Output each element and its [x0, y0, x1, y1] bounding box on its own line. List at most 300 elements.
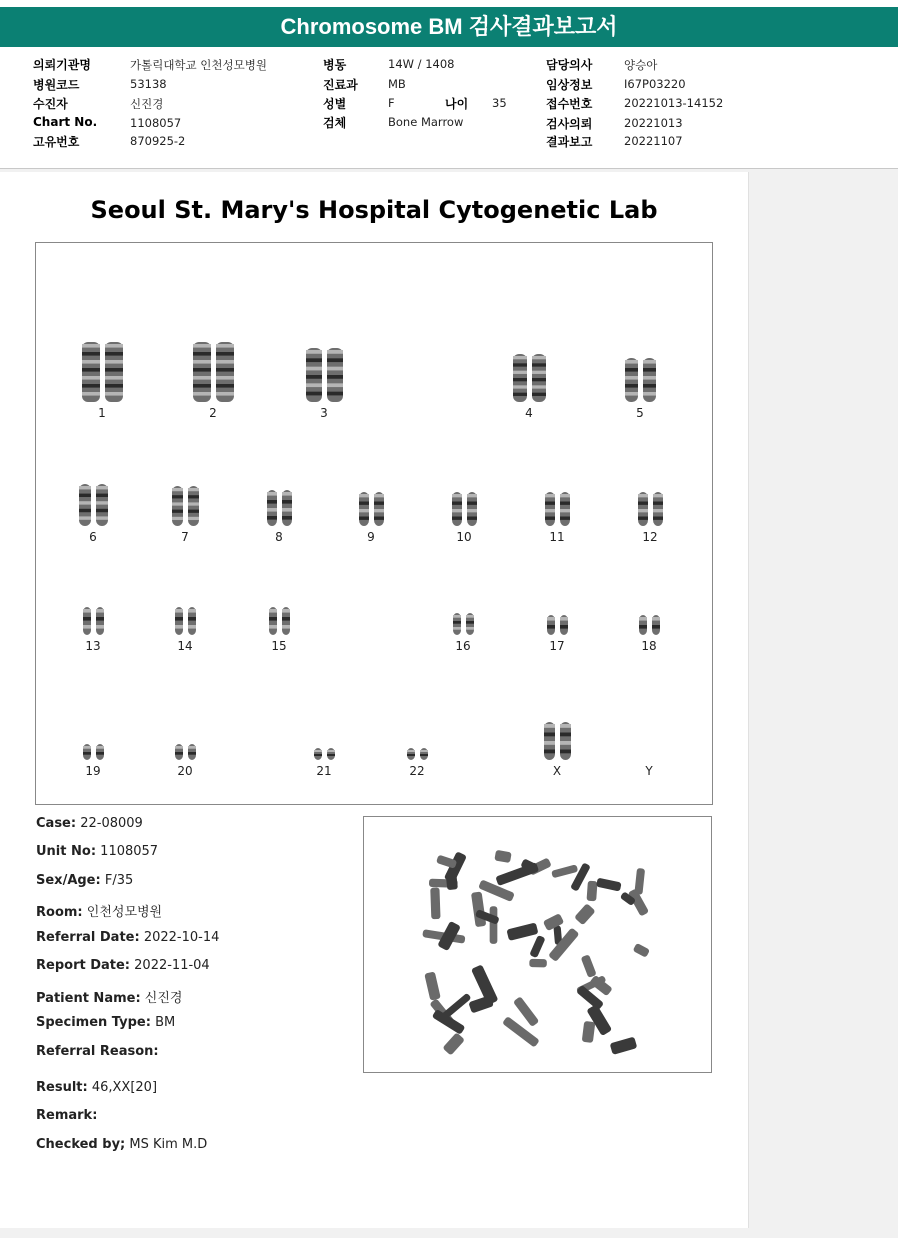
- chromatid-band: [653, 494, 663, 497]
- chromatid-graphic: [543, 721, 556, 761]
- chromatid-band: [560, 625, 568, 629]
- chromatid-band: [188, 510, 199, 513]
- chromosome-label: 18: [641, 639, 657, 653]
- chromosome-pair: [527, 721, 587, 761]
- metaphase-chromosome: [424, 971, 441, 1000]
- chromatid-band: [79, 509, 91, 512]
- chromatid-band: [282, 508, 292, 512]
- report-date-row: [36, 958, 210, 973]
- chromatid-band: [105, 344, 123, 348]
- chromatid-band: [282, 625, 290, 629]
- chromatid-graphic: [174, 606, 184, 636]
- room-row: [36, 901, 162, 920]
- chromatid-band: [560, 741, 571, 745]
- chromatid-band: [175, 609, 183, 613]
- metaphase-chromosome: [596, 878, 622, 892]
- info-label-patient: 수진자: [33, 97, 68, 111]
- chromatid-band: [467, 502, 477, 505]
- metaphase-chromosome: [548, 927, 579, 962]
- chromatid-band: [96, 625, 104, 629]
- chromatid-band: [467, 494, 477, 497]
- chromatid-graphic: [82, 606, 92, 636]
- chromatid-band: [453, 621, 461, 624]
- info-value-hospital-code: 53138: [130, 77, 167, 91]
- chromatid-graphic: [652, 491, 664, 527]
- chromatid-band: [82, 352, 100, 356]
- chromosome-label: 10: [456, 530, 472, 544]
- chromatid-band: [193, 376, 211, 380]
- chromatid-band: [306, 383, 322, 387]
- chromatid-band: [359, 509, 369, 512]
- checked-by-value: MS Kim M.D: [129, 1137, 208, 1152]
- chromosome-22: [387, 747, 447, 778]
- patient-name-label: Patient Name:: [36, 991, 141, 1006]
- chromatid-band: [172, 517, 183, 520]
- chromatid-graphic: [466, 491, 478, 527]
- chromatid-band: [625, 392, 638, 396]
- chromosome-label: 21: [316, 764, 332, 778]
- chromatid-band: [306, 350, 322, 354]
- chromatid-band: [306, 375, 322, 379]
- chromatid-band: [327, 367, 343, 371]
- chromatid-band: [216, 384, 234, 388]
- referral-date-label: Referral Date:: [36, 930, 140, 945]
- metaphase-chromosome: [574, 903, 596, 925]
- chromosome-label: 19: [85, 764, 101, 778]
- chromosome-5: [610, 357, 670, 420]
- chromatid-band: [96, 617, 104, 621]
- patient-name-value: 신진경: [144, 991, 183, 1006]
- chromatid-band: [547, 617, 555, 621]
- chromatid-graphic: [512, 353, 528, 403]
- chromosome-label: 11: [549, 530, 565, 544]
- chromosome-label: 15: [271, 639, 287, 653]
- chromatid-band: [327, 375, 343, 379]
- unit-label: Unit No:: [36, 844, 97, 859]
- chromosome-pair: [434, 491, 494, 527]
- info-value-receipt-no: 20221013-14152: [624, 96, 724, 110]
- chromatid-band: [306, 358, 322, 362]
- info-value-age: 35: [492, 96, 507, 110]
- report-title: Chromosome BM 검사결과보고서: [0, 7, 898, 47]
- info-value-sex: F: [388, 96, 395, 110]
- specimen-type-row: [36, 1015, 175, 1030]
- sex-age-value: F/35: [104, 873, 134, 888]
- chromatid-graphic: [266, 489, 278, 527]
- info-value-request-date: 20221013: [624, 116, 683, 130]
- info-value-clinical-info: I67P03220: [624, 77, 686, 91]
- chromatid-band: [267, 516, 277, 520]
- lab-title: Seoul St. Mary's Hospital Cytogenetic Lab: [90, 196, 658, 224]
- chromatid-band: [105, 360, 123, 364]
- chromatid-band: [643, 360, 656, 364]
- chromatid-band: [643, 392, 656, 396]
- chromatid-band: [82, 368, 100, 372]
- metaphase-chromosome: [494, 850, 511, 863]
- chromatid-band: [172, 488, 183, 491]
- chromosome-pair: [433, 612, 493, 636]
- chromatid-band: [467, 517, 477, 520]
- metaphase-chromosome: [543, 913, 565, 931]
- chromatid-band: [545, 509, 555, 512]
- chromatid-band: [374, 502, 384, 505]
- chromatid-band: [83, 609, 91, 613]
- chromatid-band: [83, 625, 91, 629]
- metaphase-chromosome: [529, 935, 545, 958]
- chromatid-band: [314, 750, 322, 752]
- chromatid-band: [193, 384, 211, 388]
- chromosome-pair: [72, 341, 132, 403]
- chromatid-band: [639, 625, 647, 629]
- info-label-sex: 성별: [323, 97, 347, 111]
- patient-name-row: [36, 987, 182, 1006]
- chromatid-band: [96, 509, 108, 512]
- chromatid-graphic: [544, 491, 556, 527]
- chromosome-pair: [294, 347, 354, 403]
- chromatid-graphic: [313, 747, 323, 761]
- chromatid-band: [96, 486, 108, 489]
- chromatid-graphic: [358, 491, 370, 527]
- chromatid-band: [269, 625, 277, 629]
- chromatid-graphic: [651, 614, 661, 636]
- report-date-value: 2022-11-04: [134, 958, 210, 973]
- chromatid-graphic: [305, 347, 323, 403]
- chromatid-band: [96, 516, 108, 519]
- chromosome-16: [433, 612, 493, 653]
- metaphase-chromosome: [430, 887, 440, 919]
- chromatid-band: [513, 393, 527, 396]
- chromatid-graphic: [559, 491, 571, 527]
- info-label-request-date: 검사의뢰: [546, 117, 593, 131]
- chromatid-band: [452, 494, 462, 497]
- chromatid-band: [560, 724, 571, 728]
- chromatid-band: [96, 609, 104, 613]
- chromatid-graphic: [638, 614, 648, 636]
- chromatid-band: [327, 750, 335, 752]
- chromatid-graphic: [281, 606, 291, 636]
- chromatid-band: [327, 350, 343, 354]
- chromatid-graphic: [465, 612, 475, 636]
- chromatid-graphic: [637, 491, 649, 527]
- info-label-ward: 병동: [323, 58, 347, 72]
- chromatid-band: [79, 486, 91, 489]
- chromosome-pair: [63, 483, 123, 527]
- chromatid-graphic: [171, 485, 184, 527]
- chromosome-pair: [63, 743, 123, 761]
- info-label-hospital-code: 병원코드: [33, 78, 80, 92]
- chromatid-band: [267, 500, 277, 504]
- chromatid-band: [105, 392, 123, 396]
- chromatid-band: [560, 509, 570, 512]
- chromatid-band: [105, 376, 123, 380]
- chromatid-band: [466, 627, 474, 630]
- chromatid-band: [172, 510, 183, 513]
- chromatid-band: [374, 517, 384, 520]
- chromatid-band: [643, 368, 656, 372]
- chromosome-y: [619, 761, 679, 778]
- chromatid-band: [216, 352, 234, 356]
- info-label-clinical-info: 임상정보: [546, 78, 593, 92]
- chromatid-band: [560, 750, 571, 754]
- info-value-specimen: Bone Marrow: [388, 115, 464, 129]
- metaphase-chromosome: [442, 1032, 465, 1055]
- chromatid-band: [282, 516, 292, 520]
- chromosome-label: 20: [177, 764, 193, 778]
- chromatid-band: [653, 517, 663, 520]
- chromatid-band: [216, 344, 234, 348]
- chromatid-band: [467, 509, 477, 512]
- info-label-institution: 의뢰기관명: [33, 58, 91, 72]
- chromatid-band: [188, 609, 196, 613]
- karyotype-report-sheet: [0, 172, 749, 1228]
- chromatid-band: [513, 356, 527, 359]
- chromatid-band: [452, 509, 462, 512]
- metaphase-chromosome: [446, 871, 458, 890]
- chromosome-pair: [249, 606, 309, 636]
- chromatid-graphic: [187, 743, 197, 761]
- chromatid-band: [306, 367, 322, 371]
- chromatid-band: [188, 617, 196, 621]
- chromatid-band: [175, 752, 183, 755]
- chromatid-band: [374, 509, 384, 512]
- chromatid-band: [216, 368, 234, 372]
- chromatid-band: [420, 750, 428, 752]
- chromatid-band: [560, 733, 571, 737]
- chromosome-pair: [155, 485, 215, 527]
- chromatid-band: [625, 368, 638, 372]
- chromosome-10: [434, 491, 494, 544]
- metaphase-chromosome: [633, 943, 650, 958]
- info-value-report-date: 20221107: [624, 134, 683, 148]
- chromatid-band: [532, 356, 546, 359]
- metaphase-chromosome: [551, 864, 578, 878]
- chromosome-label: 3: [320, 406, 328, 420]
- result-row: [36, 1080, 157, 1095]
- chromatid-band: [560, 502, 570, 505]
- chromatid-graphic: [559, 614, 569, 636]
- result-value: 46,XX[20]: [91, 1080, 158, 1095]
- chromatid-band: [374, 494, 384, 497]
- chromatid-graphic: [451, 491, 463, 527]
- chromatid-band: [407, 754, 415, 756]
- chromatid-band: [82, 392, 100, 396]
- report-date-label: Report Date:: [36, 958, 131, 973]
- chromatid-band: [269, 617, 277, 621]
- chromosome-label: 5: [636, 406, 644, 420]
- info-value-patient: 신진경: [130, 97, 164, 111]
- metaphase-chromosome: [471, 891, 486, 927]
- chromatid-band: [513, 371, 527, 374]
- chromatid-band: [453, 615, 461, 618]
- chromosome-label: 14: [177, 639, 193, 653]
- chromatid-band: [79, 494, 91, 497]
- karyogram-panel: [35, 242, 713, 805]
- chromatid-band: [638, 494, 648, 497]
- chromatid-band: [96, 494, 108, 497]
- chromosome-pair: [183, 341, 243, 403]
- chromatid-band: [193, 392, 211, 396]
- info-label-receipt-no: 접수번호: [546, 97, 593, 111]
- chromosome-label: X: [552, 764, 562, 778]
- chromatid-band: [188, 752, 196, 755]
- chromatid-graphic: [95, 483, 109, 527]
- chromatid-band: [544, 733, 555, 737]
- chromatid-band: [653, 509, 663, 512]
- chromatid-graphic: [326, 347, 344, 403]
- metaphase-chromosome: [634, 868, 645, 895]
- chromatid-band: [420, 754, 428, 756]
- chromatid-band: [216, 360, 234, 364]
- chromosome-label: 2: [209, 406, 217, 420]
- metaphase-chromosome: [506, 922, 538, 940]
- chromosome-label: 12: [642, 530, 658, 544]
- sex-age-row: [36, 873, 133, 888]
- metaphase-chromosome: [610, 1037, 638, 1055]
- case-value: 22-08009: [80, 816, 143, 831]
- chromatid-graphic: [192, 341, 212, 403]
- chromatid-band: [188, 746, 196, 749]
- metaphase-chromosome: [478, 879, 515, 902]
- chromatid-band: [216, 392, 234, 396]
- chromatid-band: [306, 392, 322, 396]
- info-label-report-date: 결과보고: [546, 135, 593, 149]
- info-value-doctor: 양승아: [624, 58, 658, 72]
- info-label-unique-no: 고유번호: [33, 135, 80, 149]
- referral-date-row: [36, 930, 219, 945]
- chromatid-band: [96, 501, 108, 504]
- chromatid-band: [466, 615, 474, 618]
- chromatid-band: [83, 617, 91, 621]
- chromatid-band: [653, 502, 663, 505]
- info-label-doctor: 담당의사: [546, 58, 593, 72]
- chromatid-graphic: [406, 747, 416, 761]
- chromatid-band: [544, 741, 555, 745]
- info-value-unique-no: 870925-2: [130, 134, 186, 148]
- chromosome-pair: [155, 743, 215, 761]
- chromosome-3: [294, 347, 354, 420]
- chromatid-band: [513, 363, 527, 366]
- chromatid-band: [216, 376, 234, 380]
- chromosome-label: 6: [89, 530, 97, 544]
- chromosome-15: [249, 606, 309, 653]
- chromosome-label: 16: [455, 639, 471, 653]
- info-label-age: 나이: [445, 97, 469, 111]
- chromatid-band: [314, 754, 322, 756]
- chromatid-band: [652, 617, 660, 621]
- chromatid-graphic: [187, 485, 200, 527]
- chromosome-pair: [499, 353, 559, 403]
- chromatid-band: [82, 360, 100, 364]
- chromatid-band: [269, 609, 277, 613]
- chromatid-band: [545, 494, 555, 497]
- chromosome-x: [527, 721, 587, 778]
- info-value-chart-no: 1108057: [130, 116, 182, 130]
- chromosome-13: [63, 606, 123, 653]
- chromosome-9: [341, 491, 401, 544]
- chromatid-band: [96, 752, 104, 755]
- info-label-chart-no: Chart No.: [33, 115, 98, 129]
- chromatid-graphic: [559, 721, 572, 761]
- chromatid-graphic: [82, 743, 92, 761]
- chromosome-label: 9: [367, 530, 375, 544]
- chromatid-band: [545, 502, 555, 505]
- checked-by-label: Checked by;: [36, 1137, 126, 1152]
- chromatid-band: [560, 494, 570, 497]
- chromatid-band: [105, 368, 123, 372]
- metaphase-chromosome: [582, 1021, 596, 1043]
- chromatid-band: [267, 492, 277, 496]
- room-label: Room:: [36, 905, 83, 920]
- unit-value: 1108057: [100, 844, 159, 859]
- chromatid-band: [79, 501, 91, 504]
- chromatid-band: [327, 392, 343, 396]
- chromatid-band: [172, 495, 183, 498]
- chromatid-band: [453, 627, 461, 630]
- chromatid-graphic: [642, 357, 657, 403]
- sex-age-label: Sex/Age:: [36, 873, 101, 888]
- info-value-department: MB: [388, 77, 406, 91]
- chromatid-graphic: [326, 747, 336, 761]
- chromatid-band: [532, 371, 546, 374]
- chromosome-pair: [155, 606, 215, 636]
- chromatid-band: [172, 502, 183, 505]
- chromosome-pair: [610, 357, 670, 403]
- chromatid-band: [188, 625, 196, 629]
- chromosome-label: 4: [525, 406, 533, 420]
- chromosome-4: [499, 353, 559, 420]
- info-label-department: 진료과: [323, 78, 358, 92]
- chromatid-band: [175, 746, 183, 749]
- chromosome-2: [183, 341, 243, 420]
- chromatid-band: [625, 376, 638, 380]
- case-row: [36, 816, 143, 831]
- chromatid-band: [513, 385, 527, 388]
- chromatid-graphic: [95, 606, 105, 636]
- chromatid-band: [625, 384, 638, 388]
- chromatid-graphic: [419, 747, 429, 761]
- chromosome-label: 7: [181, 530, 189, 544]
- chromatid-graphic: [281, 489, 293, 527]
- chromosome-pair: [620, 491, 680, 527]
- chromosome-pair: [619, 614, 679, 636]
- metaphase-chromosome: [529, 959, 547, 968]
- chromatid-band: [267, 508, 277, 512]
- chromatid-band: [359, 502, 369, 505]
- chromatid-band: [175, 625, 183, 629]
- chromatid-graphic: [546, 614, 556, 636]
- chromosome-12: [620, 491, 680, 544]
- chromosome-19: [63, 743, 123, 778]
- result-label: Result:: [36, 1080, 88, 1095]
- chromosome-pair: [527, 614, 587, 636]
- chromatid-band: [544, 750, 555, 754]
- specimen-type-label: Specimen Type:: [36, 1015, 151, 1030]
- room-value: 인천성모병원: [86, 905, 163, 920]
- checked-by-row: [36, 1137, 207, 1152]
- chromosome-label: 13: [85, 639, 101, 653]
- chromatid-graphic: [373, 491, 385, 527]
- chromosome-label: 8: [275, 530, 283, 544]
- metaphase-image: [363, 816, 712, 1073]
- chromatid-band: [532, 363, 546, 366]
- chromatid-graphic: [268, 606, 278, 636]
- chromatid-band: [188, 502, 199, 505]
- chromatid-band: [188, 517, 199, 520]
- metaphase-chromosome: [513, 996, 539, 1027]
- chromatid-graphic: [104, 341, 124, 403]
- specimen-type-value: BM: [155, 1015, 176, 1030]
- chromosome-pair: [63, 606, 123, 636]
